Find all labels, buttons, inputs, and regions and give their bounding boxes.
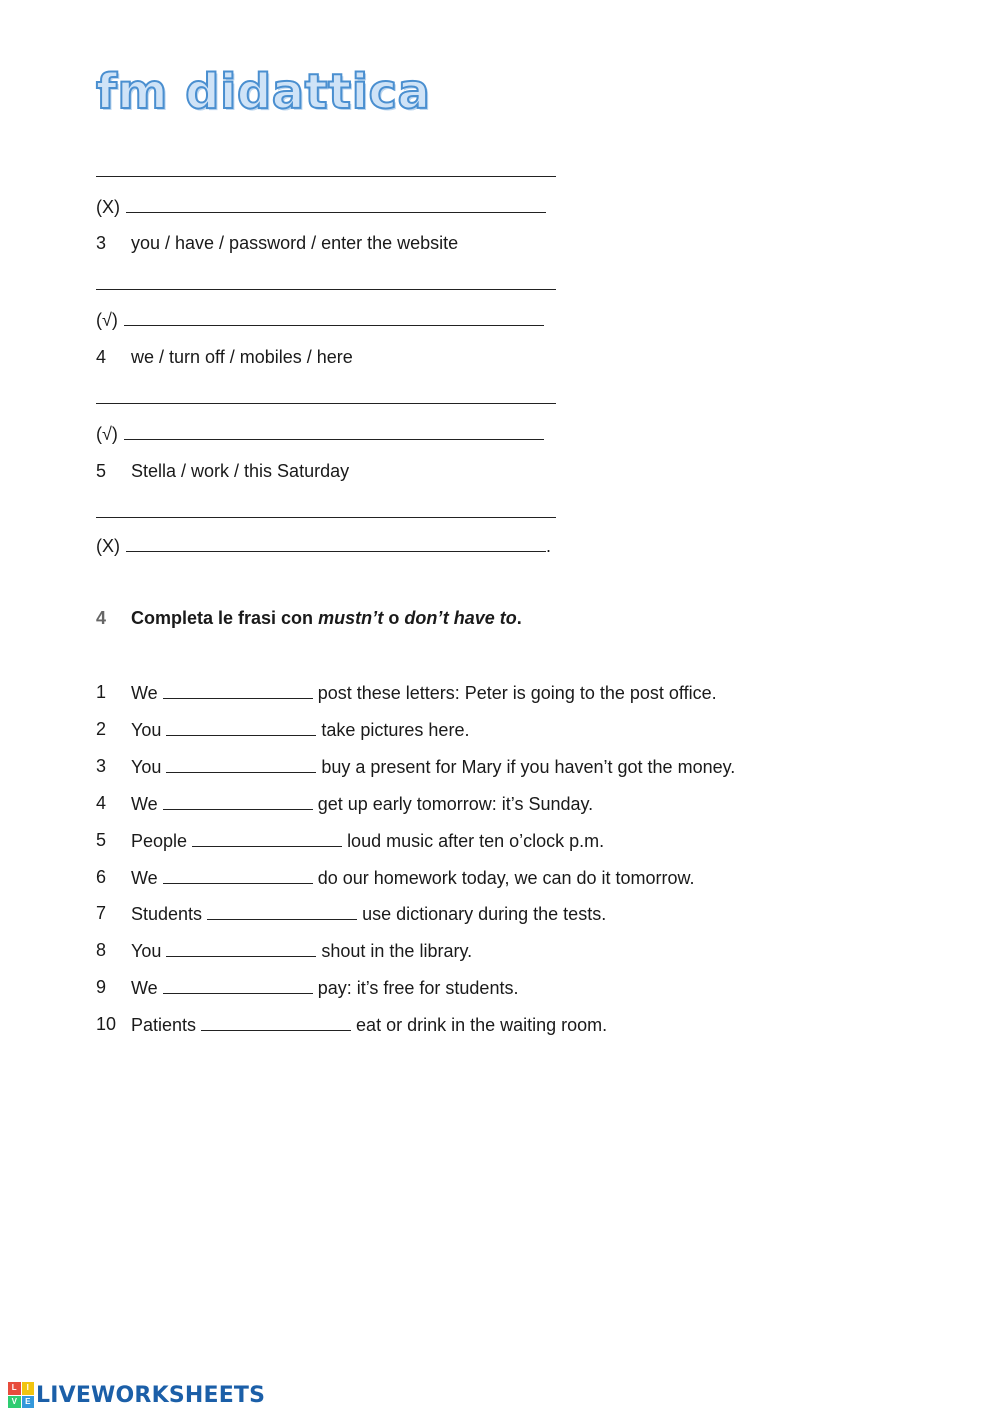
exercise-item-number: 7 <box>96 903 107 923</box>
answer-blank[interactable] <box>124 310 544 326</box>
item-prompt: Stella / work / this Saturday <box>131 461 350 481</box>
exercise-item-sentence <box>131 720 469 739</box>
exercise-item-number: 10 <box>96 1014 117 1034</box>
exercise-item-sentence <box>131 831 604 850</box>
fill-blank-input[interactable] <box>163 868 313 884</box>
mark-symbol: (X) <box>96 536 120 556</box>
mark-symbol: (√) <box>96 424 118 444</box>
exercise-item-number: 5 <box>96 830 107 850</box>
answer-mark-line[interactable] <box>96 310 544 329</box>
mark-symbol: (X) <box>96 197 120 217</box>
sentence-start: We <box>131 978 158 998</box>
exercise-item-sentence <box>131 683 717 702</box>
fill-blank-input[interactable] <box>163 978 313 994</box>
sentence-end: post these letters: Peter is going to the post office. <box>317 683 717 703</box>
answer-mark-line[interactable] <box>96 197 546 216</box>
sentence-end: get up early tomorrow: it’s Sunday. <box>317 794 594 814</box>
fill-blank-input[interactable] <box>201 1015 351 1031</box>
fill-blank-input[interactable] <box>207 904 357 920</box>
sentence-start: People <box>131 831 188 851</box>
liveworksheets-brand: LIVEWORKSHEETS <box>36 1382 266 1408</box>
exercise-item-sentence <box>131 794 593 813</box>
answer-line[interactable] <box>96 403 556 404</box>
item-number: 3 <box>96 233 107 253</box>
exercise-item-number: 6 <box>96 867 107 887</box>
exercise-item-number: 1 <box>96 682 107 702</box>
answer-line[interactable] <box>96 176 556 177</box>
sentence-end: pay: it’s free for students. <box>317 978 519 998</box>
sentence-end: buy a present for Mary if you haven’t got the money. <box>321 757 736 777</box>
fill-blank-input[interactable] <box>166 757 316 773</box>
title-text: . <box>516 608 522 628</box>
fill-blank-input[interactable] <box>166 941 316 957</box>
sentence-end: shout in the library. <box>321 941 473 961</box>
exercise-item-number: 4 <box>96 793 107 813</box>
exercise-item-sentence <box>131 868 695 887</box>
sentence-start: Students <box>131 904 203 924</box>
fill-blank-input[interactable] <box>163 794 313 810</box>
sentence-start: You <box>131 941 162 961</box>
fill-blank-input[interactable] <box>163 683 313 699</box>
exercise-item-number: 9 <box>96 977 107 997</box>
sentence-start: You <box>131 720 162 740</box>
sentence-start: You <box>131 757 162 777</box>
exercise-number: 4 <box>96 608 107 628</box>
sentence-end: do our homework today, we can do it tomorrow. <box>317 868 695 888</box>
exercise-item-number: 8 <box>96 940 107 960</box>
exercise-item-sentence <box>131 1015 607 1034</box>
sentence-end: use dictionary during the tests. <box>362 904 607 924</box>
answer-mark-line[interactable] <box>96 536 551 555</box>
sentence-end: eat or drink in the waiting room. <box>356 1015 608 1035</box>
fill-blank-input[interactable] <box>166 720 316 736</box>
fill-blank-input[interactable] <box>192 831 342 847</box>
mark-symbol: (√) <box>96 310 118 330</box>
answer-line[interactable] <box>96 517 556 518</box>
sentence-end: loud music after ten o’clock p.m. <box>347 831 605 851</box>
badge-letter: L <box>8 1382 21 1395</box>
sentence-start: We <box>131 868 158 888</box>
item-prompt: we / turn off / mobiles / here <box>131 347 353 367</box>
answer-mark-line[interactable] <box>96 424 544 443</box>
sentence-end: take pictures here. <box>321 720 470 740</box>
logo-fm-didattica: fm didattica <box>96 64 431 120</box>
item-prompt: you / have / password / enter the website <box>131 233 459 253</box>
sentence-start: We <box>131 794 158 814</box>
end-period: . <box>546 536 552 556</box>
exercise-item-sentence <box>131 757 735 776</box>
exercise-title <box>131 609 522 627</box>
badge-letter: I <box>22 1382 35 1395</box>
item-number: 5 <box>96 461 107 481</box>
title-emphasis: don’t have to <box>404 608 517 628</box>
badge-letter: E <box>22 1396 35 1409</box>
badge-letter: V <box>8 1396 21 1409</box>
exercise-item-sentence <box>131 941 472 960</box>
exercise-item-number: 2 <box>96 719 107 739</box>
title-text: o <box>383 608 405 628</box>
answer-blank[interactable] <box>126 536 546 552</box>
item-number: 4 <box>96 347 107 367</box>
exercise-item-number: 3 <box>96 756 107 776</box>
exercise-item-sentence <box>131 904 606 923</box>
title-text: Completa le frasi con <box>131 608 319 628</box>
liveworksheets-logo-icon <box>8 1382 34 1408</box>
answer-blank[interactable] <box>124 424 544 440</box>
title-emphasis: mustn’t <box>318 608 384 628</box>
sentence-start: We <box>131 683 158 703</box>
exercise-item-sentence <box>131 978 518 997</box>
sentence-start: Patients <box>131 1015 197 1035</box>
liveworksheets-footer <box>8 1382 265 1408</box>
answer-line[interactable] <box>96 289 556 290</box>
answer-blank[interactable] <box>126 197 546 213</box>
